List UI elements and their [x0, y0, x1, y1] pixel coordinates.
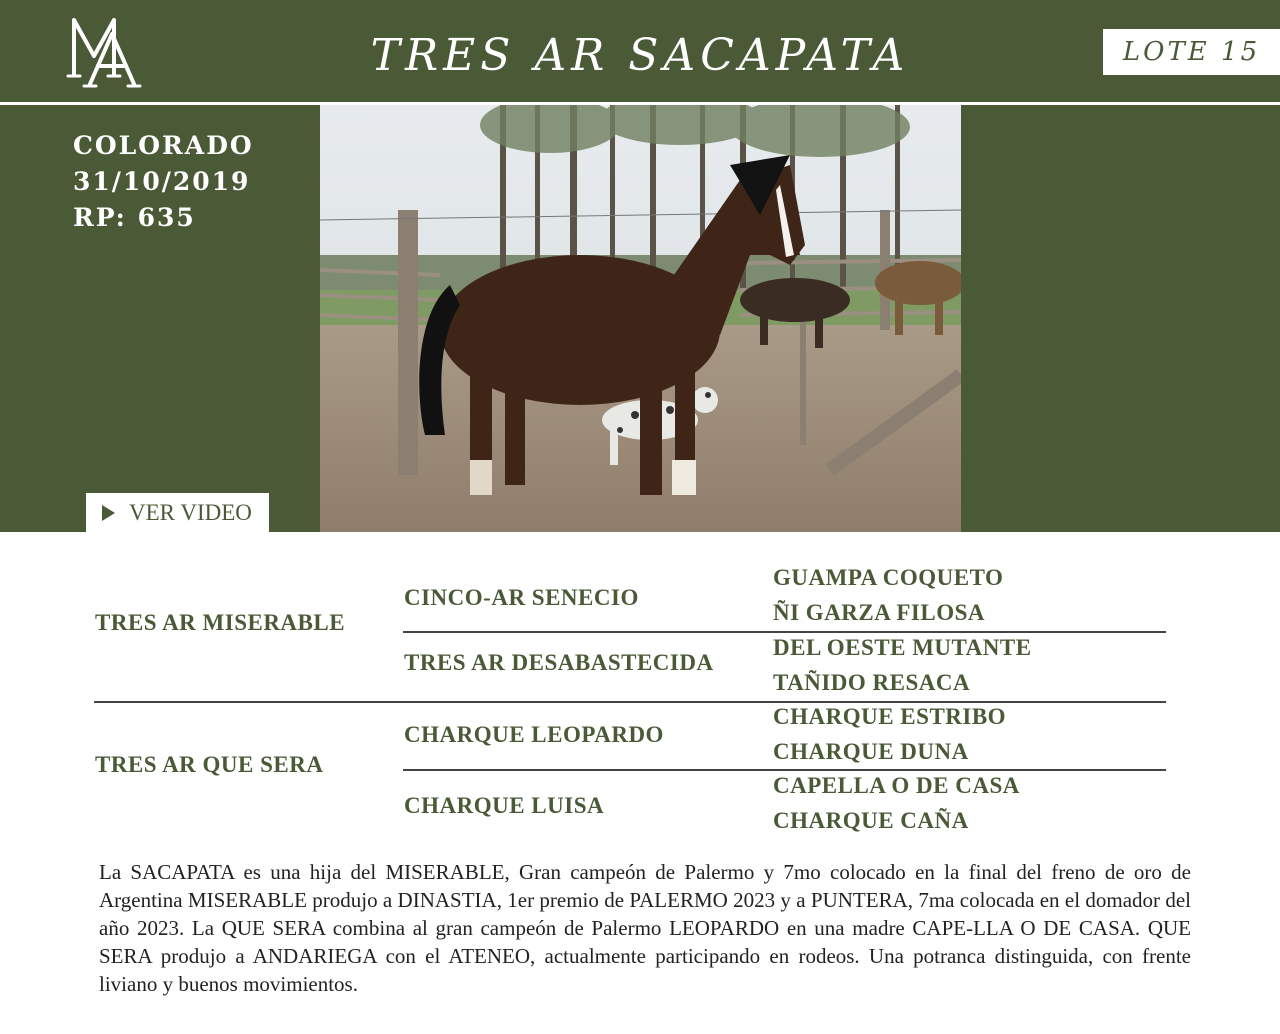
pedigree-sire-sire: CINCO-AR SENECIO [404, 585, 639, 610]
pedigree-ggp-1: GUAMPA COQUETO [773, 565, 1004, 590]
horse-details [73, 128, 254, 236]
horse-description: La SACAPATA es una hija del MISERABLE, Gran campeón de Palermo y 7mo colocado en la final del freno de oro de Argentina MISERABLE produjo a DINASTIA, 1er premio de PALERMO 2023 y a PUNTERA, 7ma colocada en el domador del año 2023. La QUE SERA combina al gran campeón de Palermo LEOPARDO en una madre CAPE-LLA O DE CASA. QUE SERA produjo a ANDARIEGA con el ATENEO, actualmente participando en rodeos. Una potranca distinguida, con frente liviano y buenos movimientos. [99, 860, 1191, 996]
lot-badge: LOTE 15 [1103, 29, 1280, 75]
watch-video-label: VER VIDEO [129, 500, 252, 525]
pedigree-sire-dam: TRES AR DESABASTECIDA [404, 650, 714, 675]
registration-number: RP: 635 [73, 203, 196, 232]
pedigree-dam-sire: CHARQUE LEOPARDO [404, 722, 664, 747]
right-panel [961, 105, 1280, 532]
pedigree-dam-dam: CHARQUE LUISA [404, 793, 605, 818]
horse-name-title: TRES AR SACAPATA [370, 30, 910, 81]
watch-video-button[interactable] [86, 493, 269, 533]
birth-date: 31/10/2019 [73, 167, 251, 196]
pedigree-sire: TRES AR MISERABLE [95, 610, 346, 635]
play-icon [102, 505, 115, 521]
pedigree-ggp-4: TAÑIDO RESACA [773, 670, 971, 695]
pedigree-ggp-6: CHARQUE DUNA [773, 739, 969, 764]
pedigree-divider [403, 631, 1166, 633]
pedigree-ggp-5: CHARQUE ESTRIBO [773, 704, 1007, 729]
pedigree-ggp-8: CHARQUE CAÑA [773, 808, 969, 833]
pedigree-ggp-7: CAPELLA O DE CASA [773, 773, 1020, 798]
coat-color: COLORADO [73, 131, 254, 160]
horse-photo [320, 105, 961, 532]
pedigree-dam: TRES AR QUE SERA [95, 752, 324, 777]
pedigree-divider [94, 701, 1166, 703]
pedigree-ggp-2: ÑI GARZA FILOSA [773, 600, 985, 625]
pedigree-ggp-3: DEL OESTE MUTANTE [773, 635, 1032, 660]
pedigree-divider [403, 769, 1166, 771]
brand-logo-icon [66, 12, 142, 92]
